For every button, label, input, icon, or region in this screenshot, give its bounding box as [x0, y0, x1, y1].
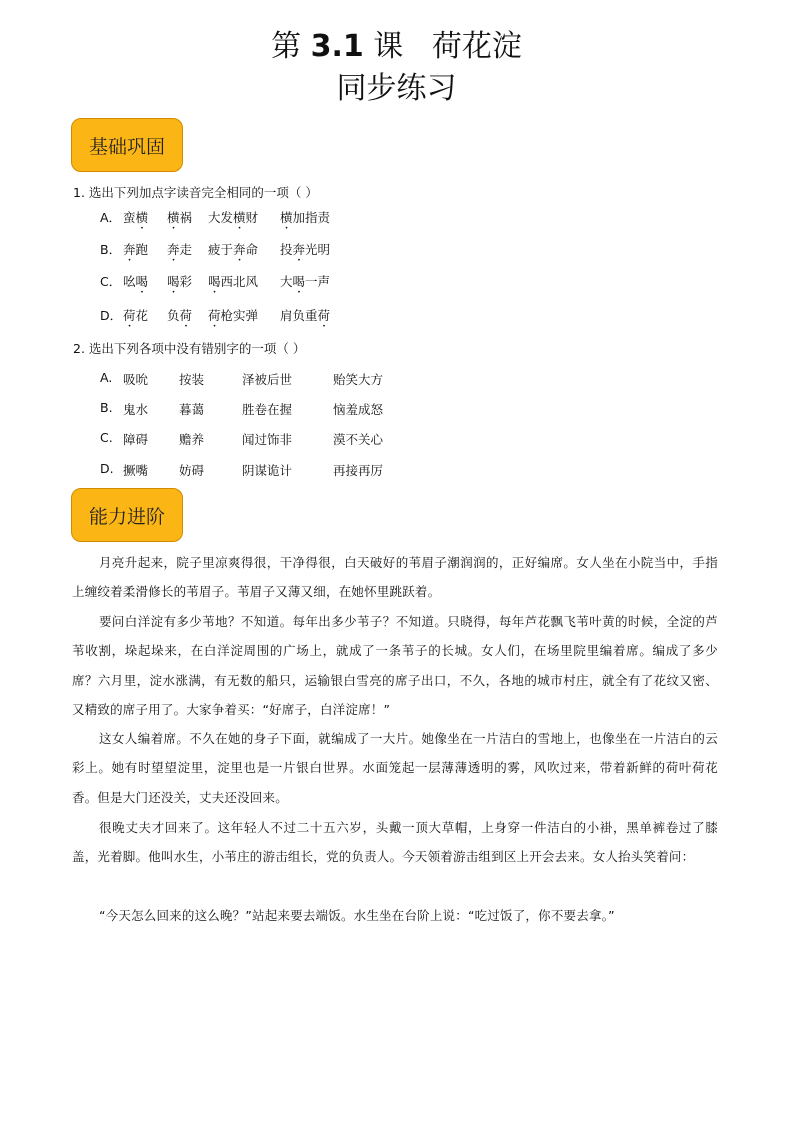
q1-c-word-3: 喝西北风	[208, 274, 259, 289]
q2-d-word-3: 阴谋诡计	[242, 463, 293, 478]
q1-d-word-4: 肩负重荷	[280, 308, 331, 323]
q1-b-word-4: 投奔光明	[280, 242, 331, 257]
q1-option-d: D． 荷花 负荷 荷枪实弹 肩负重荷	[100, 306, 122, 324]
passage-paragraph-3: 这女人编着席。不久在她的身子下面，就编成了一大片。她像坐在一片洁白的雪地上，也像坐在一片洁白的云彩上。她有时望望淀里，淀里也是一片银白世界。水面笼起一层薄薄透明的雾，风吹过来，带着新鲜的荷叶荷花香。但是大门还没关，丈夫还没回来。	[72, 731, 718, 805]
section-badge-advanced: 能力进阶	[71, 488, 183, 542]
q1-d-word-2: 负荷	[167, 308, 193, 323]
q1-b-word-1: 奔跑	[123, 242, 149, 257]
q2-b-word-1: 鬼水	[123, 402, 149, 417]
question-1-stem: 1. 选出下列加点字读音完全相同的一项（ ）	[73, 185, 318, 200]
q1-d-word-1: 荷花	[123, 308, 149, 323]
q2-d-word-2: 妨碍	[179, 463, 205, 478]
q2-a-word-1: 吸吮	[123, 372, 149, 387]
q1-a-word-3: 大发横财	[208, 210, 259, 225]
q2-b-word-4: 恼羞成怒	[333, 402, 384, 417]
q2-c-word-3: 闻过饰非	[242, 432, 293, 447]
q1-b-word-3: 疲于奔命	[208, 242, 259, 257]
q1-option-b: B． 奔跑 奔走 疲于奔命 投奔光明	[100, 240, 121, 258]
passage-paragraph-1: 月亮升起来，院子里凉爽得很，干净得很，白天破好的苇眉子潮润润的，正好编席。女人坐在小院当中，手指上缠绞着柔滑修长的苇眉子。苇眉子又薄又细，在她怀里跳跃着。	[72, 555, 718, 600]
q1-a-word-4: 横加指责	[280, 210, 331, 225]
passage-paragraph-5: “今天怎么回来的这么晚？”站起来要去端饭。水生坐在台阶上说：“吃过饭了，你不要去拿。”	[99, 908, 615, 923]
q2-a-word-3: 泽被后世	[242, 372, 293, 387]
q2-b-word-2: 暮蔼	[179, 402, 205, 417]
passage-paragraph-4: 很晚丈夫才回来了。这年轻人不过二十五六岁，头戴一顶大草帽，上身穿一件洁白的小褂，黑单裤卷过了膝盖，光着脚。他叫水生，小苇庄的游击组长，党的负责人。今天领着游击组到区上开会去来。女人抬头笑着问：	[72, 820, 718, 865]
q2-c-word-2: 赡养	[179, 432, 205, 447]
q1-c-word-4: 大喝一声	[280, 274, 331, 289]
q2-c-word-1: 障碍	[123, 432, 149, 447]
q1-option-a: A． 蛮横 横祸 大发横财 横加指责	[100, 208, 121, 226]
q2-option-d: D. 撅嘴 妨碍 阴谋诡计 再接再厉	[100, 461, 384, 478]
passage-paragraph-2: 要问白洋淀有多少苇地？不知道。每年出多少苇子？不知道。只晓得，每年芦花飘飞苇叶黄的时候，全淀的芦苇收割，垛起垛来，在白洋淀周围的广场上，就成了一条苇子的长城。女人们，在场里院里编着席。编成了多少席？六月里，淀水涨满，有无数的船只，运输银白雪亮的席子出口，不久，各地的城市村庄，就全有了花纹又密、又精致的席子用了。大家争着买：“好席子，白洋淀席！”	[72, 614, 718, 717]
q1-c-word-1: 吆喝	[123, 274, 149, 289]
section-badge-basic: 基础巩固	[71, 118, 183, 172]
q2-d-word-1: 撅嘴	[123, 463, 149, 478]
q1-a-word-2: 横祸	[167, 210, 193, 225]
q2-option-c: C. 障碍 赡养 闻过饰非 漠不关心	[100, 430, 384, 447]
q2-c-word-4: 漠不关心	[333, 432, 384, 447]
q2-d-word-4: 再接再厉	[333, 463, 384, 478]
question-2-stem: 2. 选出下列各项中没有错别字的一项（ ）	[73, 341, 306, 356]
q2-a-word-2: 按装	[179, 372, 205, 387]
page-subtitle: 同步练习	[336, 71, 457, 106]
q1-a-word-1: 蛮横	[123, 210, 149, 225]
q2-b-word-3: 胜卷在握	[242, 402, 293, 417]
q1-c-word-2: 喝彩	[167, 274, 193, 289]
q2-option-b: B. 鬼水 暮蔼 胜卷在握 恼羞成怒	[100, 400, 384, 417]
q1-option-c: C． 吆喝 喝彩 喝西北风 大喝一声	[100, 272, 121, 290]
lesson-title: 第 3.1 课 荷花淀	[271, 29, 522, 64]
q2-a-word-4: 贻笑大方	[333, 372, 384, 387]
q1-d-word-3: 荷枪实弹	[208, 308, 259, 323]
q2-option-a: A. 吸吮 按装 泽被后世 贻笑大方	[100, 370, 384, 387]
q1-b-word-2: 奔走	[167, 242, 193, 257]
